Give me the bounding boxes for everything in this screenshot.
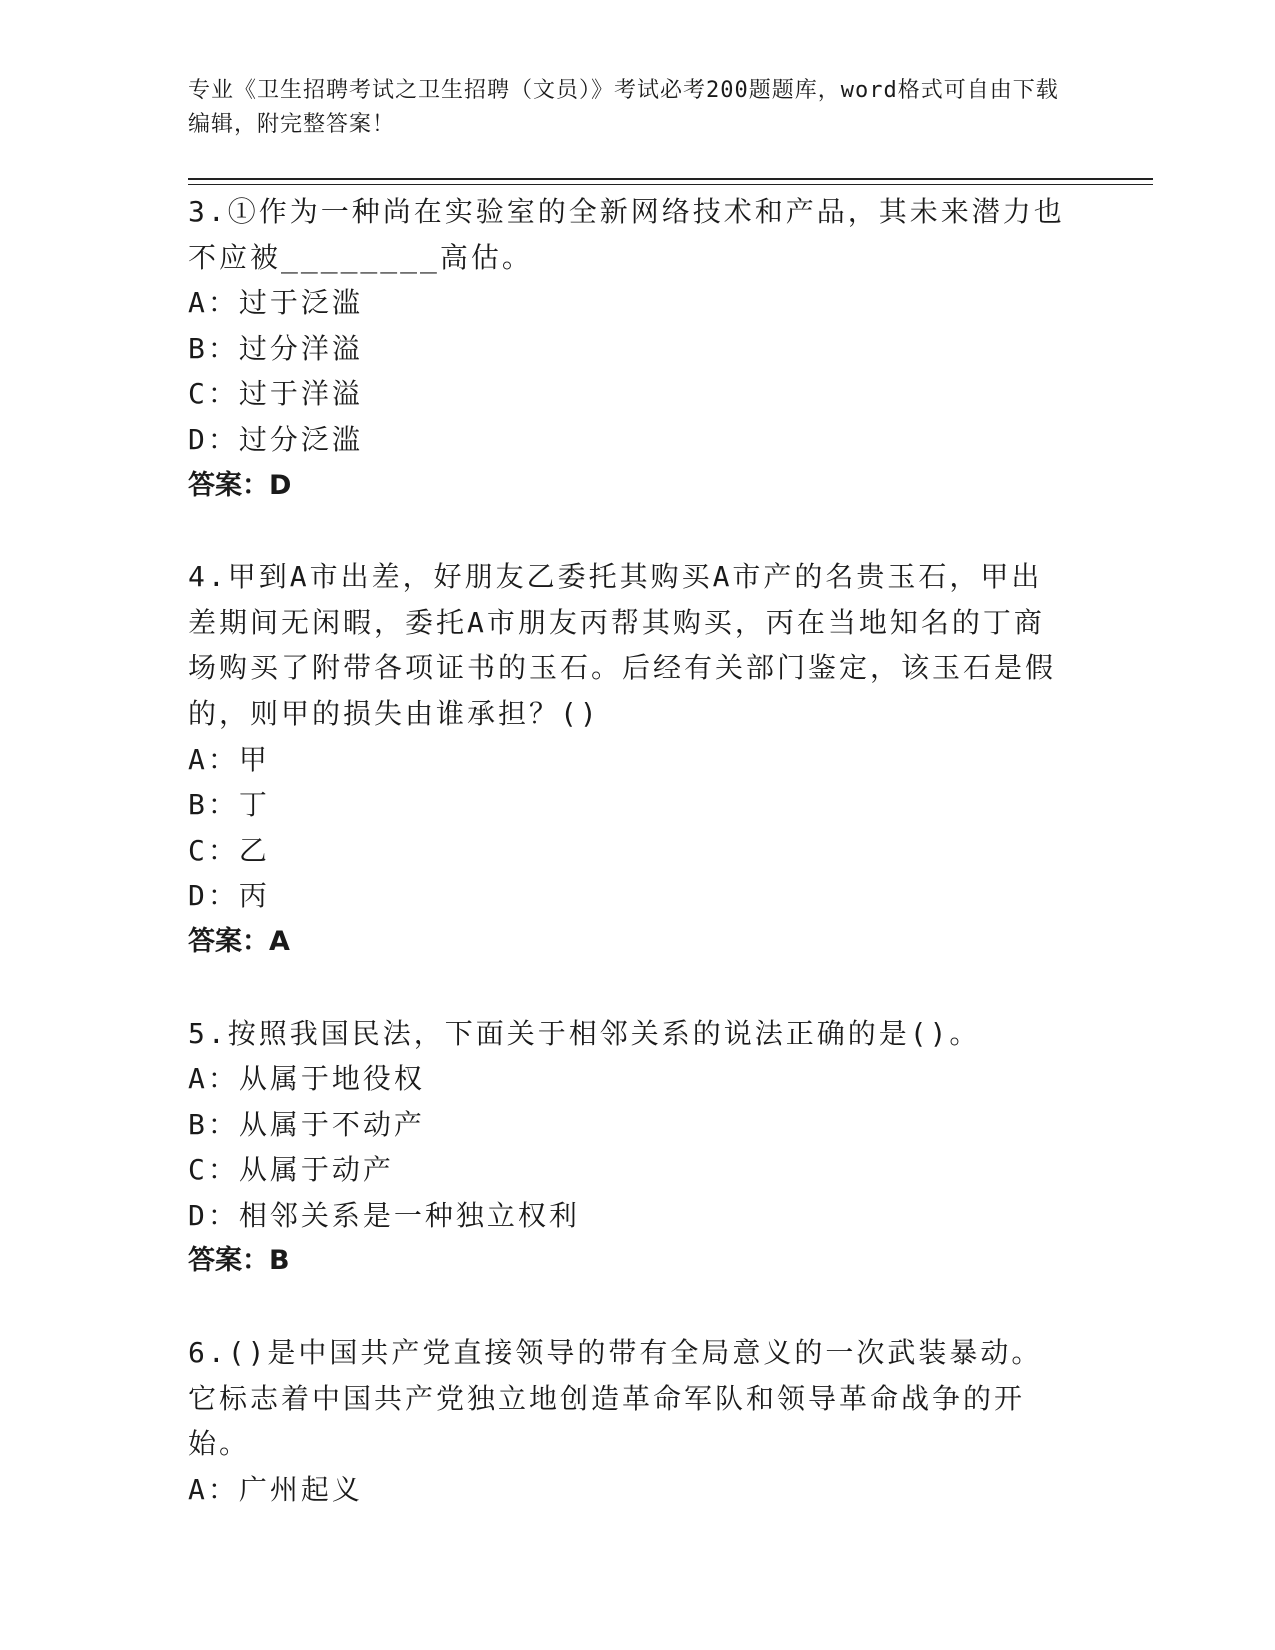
option-b: B：过分洋溢 — [188, 331, 363, 365]
header-divider-thick — [188, 178, 1153, 180]
question-stem: 6.()是中国共产党直接领导的带有全局意义的一次武装暴动。它标志着中国共产党独立地创造革命军队和领导革命战争的开始。 — [188, 1336, 1043, 1461]
question-stem: 4.甲到A市出差，好朋友乙委托其购买A市产的名贵玉石，甲出差期间无闲暇，委托A市朋友丙帮其购买，丙在当地知名的丁商场购买了附带各项证书的玉石。后经有关部门鉴定，该玉石是假的，则甲的损失由谁承担？() — [188, 560, 1057, 730]
question-3 — [188, 189, 1068, 508]
option-b: B：从属于不动产 — [188, 1107, 425, 1141]
option-a: A：广州起义 — [188, 1472, 363, 1506]
answer-line: 答案：A — [188, 925, 290, 957]
option-d: D：过分泛滥 — [188, 422, 363, 456]
spacer — [188, 965, 1068, 1011]
option-d: D：相邻关系是一种独立权利 — [188, 1198, 580, 1232]
option-c: C：过于洋溢 — [188, 377, 363, 411]
question-stem: 5.按照我国民法，下面关于相邻关系的说法正确的是()。 — [188, 1016, 981, 1050]
answer-line: 答案：D — [188, 469, 292, 501]
question-5 — [188, 1011, 1068, 1285]
option-c: C：从属于动产 — [188, 1153, 394, 1187]
option-a: A：从属于地役权 — [188, 1062, 425, 1096]
document-header: 专业《卫生招聘考试之卫生招聘（文员）》考试必考200题题库，word格式可自由下载编辑，附完整答案！ — [188, 78, 1059, 137]
spacer — [188, 1284, 1068, 1330]
option-b: B：丁 — [188, 788, 270, 822]
option-a: A：甲 — [188, 742, 270, 776]
answer-line: 答案：B — [188, 1245, 290, 1277]
spacer — [188, 508, 1068, 554]
question-6 — [188, 1330, 1068, 1512]
header-divider-thin — [188, 184, 1153, 185]
question-list — [188, 189, 1068, 1512]
option-d: D：丙 — [188, 879, 270, 913]
option-c: C：乙 — [188, 833, 270, 867]
question-stem: 3.①作为一种尚在实验室的全新网络技术和产品，其未来潜力也不应被________高估。 — [188, 195, 1065, 274]
option-a: A：过于泛滥 — [188, 286, 363, 320]
question-4 — [188, 554, 1068, 964]
